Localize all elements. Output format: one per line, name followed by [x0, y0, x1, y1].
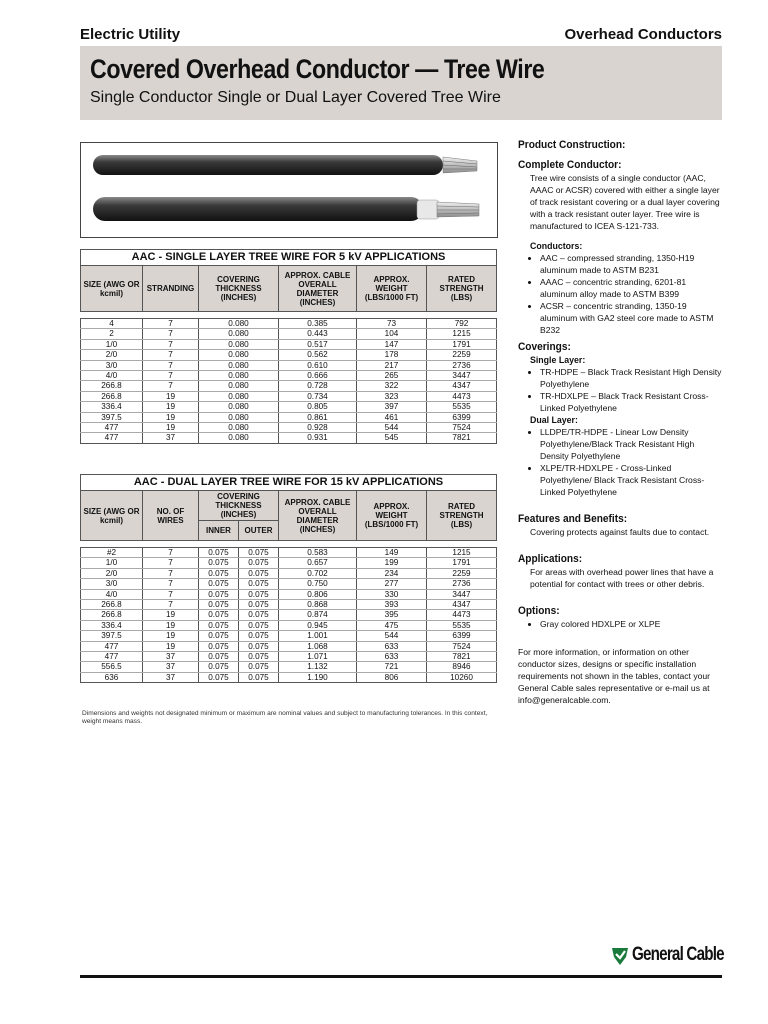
- column-header: RATED STRENGTH (LBS): [427, 266, 497, 312]
- table-cell: 0.080: [199, 402, 279, 412]
- table-cell: 477: [81, 433, 143, 443]
- table-cell: 633: [357, 641, 427, 651]
- table-cell: 544: [357, 423, 427, 433]
- table-cell: 2: [81, 329, 143, 339]
- table-cell: 0.080: [199, 412, 279, 422]
- table-cell: 7: [143, 371, 199, 381]
- table-cell: 1791: [427, 558, 497, 568]
- column-header: SIZE (AWG OR kcmil): [81, 491, 143, 541]
- list-item: • Gray colored HDXLPE or XLPE: [540, 618, 723, 630]
- dual-layer-list: [530, 426, 723, 498]
- table-cell: 0.702: [279, 568, 357, 578]
- table-cell: 721: [357, 662, 427, 672]
- table-row: [81, 391, 497, 401]
- table-cell: 1215: [427, 329, 497, 339]
- table-cell: 1/0: [81, 339, 143, 349]
- table-cell: 0.075: [199, 631, 239, 641]
- single-layer-list: [530, 366, 723, 414]
- contact-text: For more information, or information on other conductor sizes, designs or specific installation requirements not shown in the tables, contact your General Cable sales representative or e-mail us at info@generalcable.com.: [518, 647, 711, 705]
- table-cell: 0.805: [279, 402, 357, 412]
- conductors-list: [530, 252, 723, 336]
- table-cell: 322: [357, 381, 427, 391]
- list-item: • AAC – compressed stranding, 1350-H19 aluminum made to ASTM B231: [540, 252, 723, 276]
- table-cell: 330: [357, 589, 427, 599]
- table-cell: 104: [357, 329, 427, 339]
- table-cell: 277: [357, 579, 427, 589]
- table-cell: 73: [357, 319, 427, 329]
- column-header: APPROX. CABLE OVERALL DIAMETER (INCHES): [279, 491, 357, 541]
- table-cell: 0.075: [239, 620, 279, 630]
- table-cell: 7524: [427, 641, 497, 651]
- table-cell: 7: [143, 350, 199, 360]
- table-cell: 0.750: [279, 579, 357, 589]
- table-cell: 0.080: [199, 423, 279, 433]
- category-label: Overhead Conductors: [564, 26, 722, 43]
- single-layer-table: [80, 249, 497, 444]
- section-heading: Complete Conductor:: [518, 159, 622, 171]
- table-cell: 6399: [427, 631, 497, 641]
- table-cell: 7821: [427, 433, 497, 443]
- table-cell: 19: [143, 610, 199, 620]
- table-cell: 1.071: [279, 652, 357, 662]
- table-row: [81, 319, 497, 329]
- column-header: NO. OF WIRES: [143, 491, 199, 541]
- table-cell: 37: [143, 433, 199, 443]
- table-cell: 0.443: [279, 329, 357, 339]
- table-row: [81, 579, 497, 589]
- table-cell: 475: [357, 620, 427, 630]
- table-cell: 0.080: [199, 371, 279, 381]
- table-row: [81, 641, 497, 651]
- table-cell: 397.5: [81, 412, 143, 422]
- table-cell: 461: [357, 412, 427, 422]
- table-cell: 336.4: [81, 620, 143, 630]
- section-label: Electric Utility: [80, 26, 181, 43]
- table-cell: 0.075: [239, 558, 279, 568]
- table-cell: 477: [81, 423, 143, 433]
- table-cell: 2736: [427, 579, 497, 589]
- dual-layer-table-container: [80, 474, 496, 683]
- table-cell: 0.075: [239, 589, 279, 599]
- subheading: Dual Layer:: [530, 415, 578, 425]
- table-cell: 0.075: [199, 548, 239, 558]
- table-cell: 0.562: [279, 350, 357, 360]
- list-item: • ACSR – concentric stranding, 1350-19 aluminum with GA2 steel core made to ASTM B232: [540, 300, 723, 336]
- table-cell: 477: [81, 641, 143, 651]
- table-cell: 393: [357, 600, 427, 610]
- table-cell: 0.080: [199, 433, 279, 443]
- table-row: [81, 631, 497, 641]
- table-cell: 19: [143, 402, 199, 412]
- table-cell: 7: [143, 558, 199, 568]
- table-cell: 0.080: [199, 391, 279, 401]
- table-cell: 0.080: [199, 329, 279, 339]
- table-cell: 8946: [427, 662, 497, 672]
- table-cell: 0.075: [239, 600, 279, 610]
- table-row: [81, 652, 497, 662]
- table-row: [81, 339, 497, 349]
- table-cell: 0.583: [279, 548, 357, 558]
- table-cell: 19: [143, 641, 199, 651]
- table-cell: 0.075: [199, 589, 239, 599]
- table-cell: 633: [357, 652, 427, 662]
- table-cell: 0.517: [279, 339, 357, 349]
- table-row: [81, 360, 497, 370]
- dual-layer-table: [80, 474, 497, 683]
- table-cell: 234: [357, 568, 427, 578]
- table-cell: 0.075: [199, 672, 239, 682]
- complete-conductor-text: Tree wire consists of a single conductor (AAC, AAAC or ACSR) covered with either a single layer of track resistant covering or a dual layer covering with a track resistant outer layer. Tree wire is manufactured to ICEA S-121-733.: [530, 173, 720, 231]
- table-cell: 792: [427, 319, 497, 329]
- table-cell: 0.080: [199, 350, 279, 360]
- table-row: [81, 433, 497, 443]
- table-cell: 5535: [427, 620, 497, 630]
- table-row: [81, 412, 497, 422]
- table-row: [81, 600, 497, 610]
- table-row: [81, 350, 497, 360]
- table-cell: 217: [357, 360, 427, 370]
- table-cell: 397: [357, 402, 427, 412]
- table-cell: 149: [357, 548, 427, 558]
- table-cell: 7: [143, 579, 199, 589]
- table-cell: 37: [143, 662, 199, 672]
- table-cell: 0.075: [199, 641, 239, 651]
- table-caption: AAC - DUAL LAYER TREE WIRE FOR 15 kV APPLICATIONS: [81, 475, 497, 491]
- column-header: APPROX. WEIGHT (LBS/1000 FT): [357, 491, 427, 541]
- table-row: [81, 589, 497, 599]
- table-cell: 37: [143, 652, 199, 662]
- table-cell: 0.080: [199, 381, 279, 391]
- column-header: COVERING THICKNESS (INCHES): [199, 266, 279, 312]
- column-header: APPROX. WEIGHT (LBS/1000 FT): [357, 266, 427, 312]
- table-cell: 7: [143, 589, 199, 599]
- table-cell: 395: [357, 610, 427, 620]
- title-banner: [80, 46, 722, 120]
- table-cell: 0.075: [239, 548, 279, 558]
- table-cell: 0.075: [239, 662, 279, 672]
- list-item: • XLPE/TR-HDXLPE - Cross-Linked Polyethylene/ Black Track Resistant Cross-Linked Polyethylene: [540, 462, 723, 498]
- generalcable-logo-icon: [610, 945, 630, 967]
- table-cell: 7: [143, 319, 199, 329]
- table-cell: 19: [143, 391, 199, 401]
- table-cell: 556.5: [81, 662, 143, 672]
- table-cell: 147: [357, 339, 427, 349]
- dual-layer-cable: [93, 197, 479, 221]
- table-cell: 0.610: [279, 360, 357, 370]
- cable-illustration: [81, 143, 497, 237]
- table-cell: 7: [143, 600, 199, 610]
- table-cell: 178: [357, 350, 427, 360]
- table-cell: 544: [357, 631, 427, 641]
- table-cell: 0.666: [279, 371, 357, 381]
- list-item: • TR-HDXLPE – Black Track Resistant Cross-Linked Polyethylene: [540, 390, 723, 414]
- section-heading: Coverings:: [518, 341, 571, 353]
- single-layer-table-container: [80, 249, 496, 444]
- table-cell: 2/0: [81, 568, 143, 578]
- sidebar: [518, 138, 723, 706]
- single-layer-table-body: [81, 319, 497, 444]
- table-cell: 806: [357, 672, 427, 682]
- column-header: RATED STRENGTH (LBS): [427, 491, 497, 541]
- table-cell: 0.075: [239, 610, 279, 620]
- table-row: [81, 381, 497, 391]
- table-cell: 0.928: [279, 423, 357, 433]
- table-cell: 0.075: [239, 568, 279, 578]
- table-cell: 199: [357, 558, 427, 568]
- table-caption: AAC - SINGLE LAYER TREE WIRE FOR 5 kV APPLICATIONS: [81, 250, 497, 266]
- table-cell: 7: [143, 548, 199, 558]
- table-cell: 0.868: [279, 600, 357, 610]
- table-cell: 4473: [427, 391, 497, 401]
- table-cell: 7: [143, 360, 199, 370]
- table-cell: 266.8: [81, 391, 143, 401]
- table-cell: 4473: [427, 610, 497, 620]
- table-cell: 0.874: [279, 610, 357, 620]
- table-cell: 0.075: [199, 652, 239, 662]
- column-header: OUTER: [239, 521, 279, 541]
- table-cell: 1.190: [279, 672, 357, 682]
- table-cell: 0.075: [199, 620, 239, 630]
- applications-text: For areas with overhead power lines that have a potential for contact with trees or other debris.: [530, 567, 714, 589]
- table-cell: 0.728: [279, 381, 357, 391]
- table-cell: 7: [143, 339, 199, 349]
- table-cell: 0.075: [199, 568, 239, 578]
- table-cell: #2: [81, 548, 143, 558]
- footnote: Dimensions and weights not designated minimum or maximum are nominal values and subject to manufacturing tolerances. In this context, weight means mass.: [82, 710, 488, 725]
- table-cell: 0.806: [279, 589, 357, 599]
- cable-photo: [80, 142, 498, 238]
- table-cell: 266.8: [81, 381, 143, 391]
- table-cell: 0.075: [239, 579, 279, 589]
- table-cell: 2736: [427, 360, 497, 370]
- table-cell: 266.8: [81, 610, 143, 620]
- table-cell: 4/0: [81, 371, 143, 381]
- subheading: Conductors:: [530, 241, 583, 251]
- table-cell: 477: [81, 652, 143, 662]
- section-heading: Applications:: [518, 553, 583, 565]
- table-row: [81, 423, 497, 433]
- subheading: Single Layer:: [530, 355, 586, 365]
- table-cell: 0.657: [279, 558, 357, 568]
- table-cell: 0.075: [199, 662, 239, 672]
- table-cell: 0.734: [279, 391, 357, 401]
- table-cell: 19: [143, 412, 199, 422]
- table-cell: 0.075: [199, 600, 239, 610]
- section-heading: Options:: [518, 605, 560, 617]
- table-cell: 7: [143, 568, 199, 578]
- table-cell: 397.5: [81, 631, 143, 641]
- table-cell: 265: [357, 371, 427, 381]
- table-cell: 2/0: [81, 350, 143, 360]
- table-cell: 0.075: [199, 558, 239, 568]
- table-cell: 19: [143, 631, 199, 641]
- table-cell: 0.075: [239, 672, 279, 682]
- single-layer-cable: [93, 155, 477, 175]
- table-row: [81, 672, 497, 682]
- table-cell: 1.001: [279, 631, 357, 641]
- list-item: • TR-HDPE – Black Track Resistant High Density Polyethylene: [540, 366, 723, 390]
- table-cell: 7: [143, 329, 199, 339]
- table-cell: 37: [143, 672, 199, 682]
- table-cell: 545: [357, 433, 427, 443]
- table-cell: 0.075: [199, 579, 239, 589]
- table-cell: 0.931: [279, 433, 357, 443]
- table-cell: 1.132: [279, 662, 357, 672]
- column-header: APPROX. CABLE OVERALL DIAMETER (INCHES): [279, 266, 357, 312]
- table-row: [81, 568, 497, 578]
- table-cell: 10260: [427, 672, 497, 682]
- page-title: Covered Overhead Conductor — Tree Wire: [90, 54, 545, 84]
- table-cell: 0.075: [239, 631, 279, 641]
- options-list: [530, 618, 723, 630]
- table-cell: 6399: [427, 412, 497, 422]
- logo-text: General Cable: [632, 944, 724, 965]
- table-cell: 3/0: [81, 579, 143, 589]
- table-cell: 4347: [427, 381, 497, 391]
- general-cable-logo: [610, 944, 730, 968]
- table-cell: 4/0: [81, 589, 143, 599]
- table-cell: 3/0: [81, 360, 143, 370]
- dual-layer-table-body: [81, 548, 497, 683]
- table-cell: 0.861: [279, 412, 357, 422]
- table-cell: 19: [143, 620, 199, 630]
- table-cell: 336.4: [81, 402, 143, 412]
- table-cell: 0.945: [279, 620, 357, 630]
- features-text: Covering protects against faults due to contact.: [530, 527, 710, 537]
- table-row: [81, 558, 497, 568]
- page-subtitle: Single Conductor Single or Dual Layer Covered Tree Wire: [90, 89, 501, 106]
- table-cell: 19: [143, 423, 199, 433]
- table-cell: 4: [81, 319, 143, 329]
- table-cell: 7524: [427, 423, 497, 433]
- table-cell: 266.8: [81, 600, 143, 610]
- table-cell: 636: [81, 672, 143, 682]
- table-cell: 7: [143, 381, 199, 391]
- table-row: [81, 329, 497, 339]
- table-cell: 5535: [427, 402, 497, 412]
- table-cell: 0.080: [199, 319, 279, 329]
- table-row: [81, 548, 497, 558]
- table-cell: 0.385: [279, 319, 357, 329]
- table-row: [81, 662, 497, 672]
- column-header: SIZE (AWG OR kcmil): [81, 266, 143, 312]
- table-cell: 2259: [427, 568, 497, 578]
- table-cell: 0.080: [199, 360, 279, 370]
- table-cell: 323: [357, 391, 427, 401]
- table-cell: 1215: [427, 548, 497, 558]
- table-row: [81, 610, 497, 620]
- table-cell: 0.075: [239, 652, 279, 662]
- list-item: • AAAC – concentric stranding, 6201-81 aluminum alloy made to ASTM B399: [540, 276, 723, 300]
- table-cell: 0.075: [239, 641, 279, 651]
- column-header: STRANDING: [143, 266, 199, 312]
- table-cell: 1/0: [81, 558, 143, 568]
- list-item: • LLDPE/TR-HDPE - Linear Low Density Polyethylene/Black Track Resistant High Density Polyethylene: [540, 426, 723, 462]
- table-row: [81, 371, 497, 381]
- column-header: INNER: [199, 521, 239, 541]
- table-cell: 1.068: [279, 641, 357, 651]
- table-cell: 4347: [427, 600, 497, 610]
- column-header: COVERING THICKNESS (INCHES): [199, 491, 279, 521]
- table-cell: 3447: [427, 589, 497, 599]
- table-cell: 3447: [427, 371, 497, 381]
- section-heading: Product Construction:: [518, 139, 626, 151]
- table-cell: 0.080: [199, 339, 279, 349]
- footer-rule: [80, 975, 722, 978]
- table-cell: 7821: [427, 652, 497, 662]
- table-cell: 2259: [427, 350, 497, 360]
- table-cell: 0.075: [199, 610, 239, 620]
- table-cell: 1791: [427, 339, 497, 349]
- table-row: [81, 620, 497, 630]
- section-heading: Features and Benefits:: [518, 513, 628, 525]
- table-row: [81, 402, 497, 412]
